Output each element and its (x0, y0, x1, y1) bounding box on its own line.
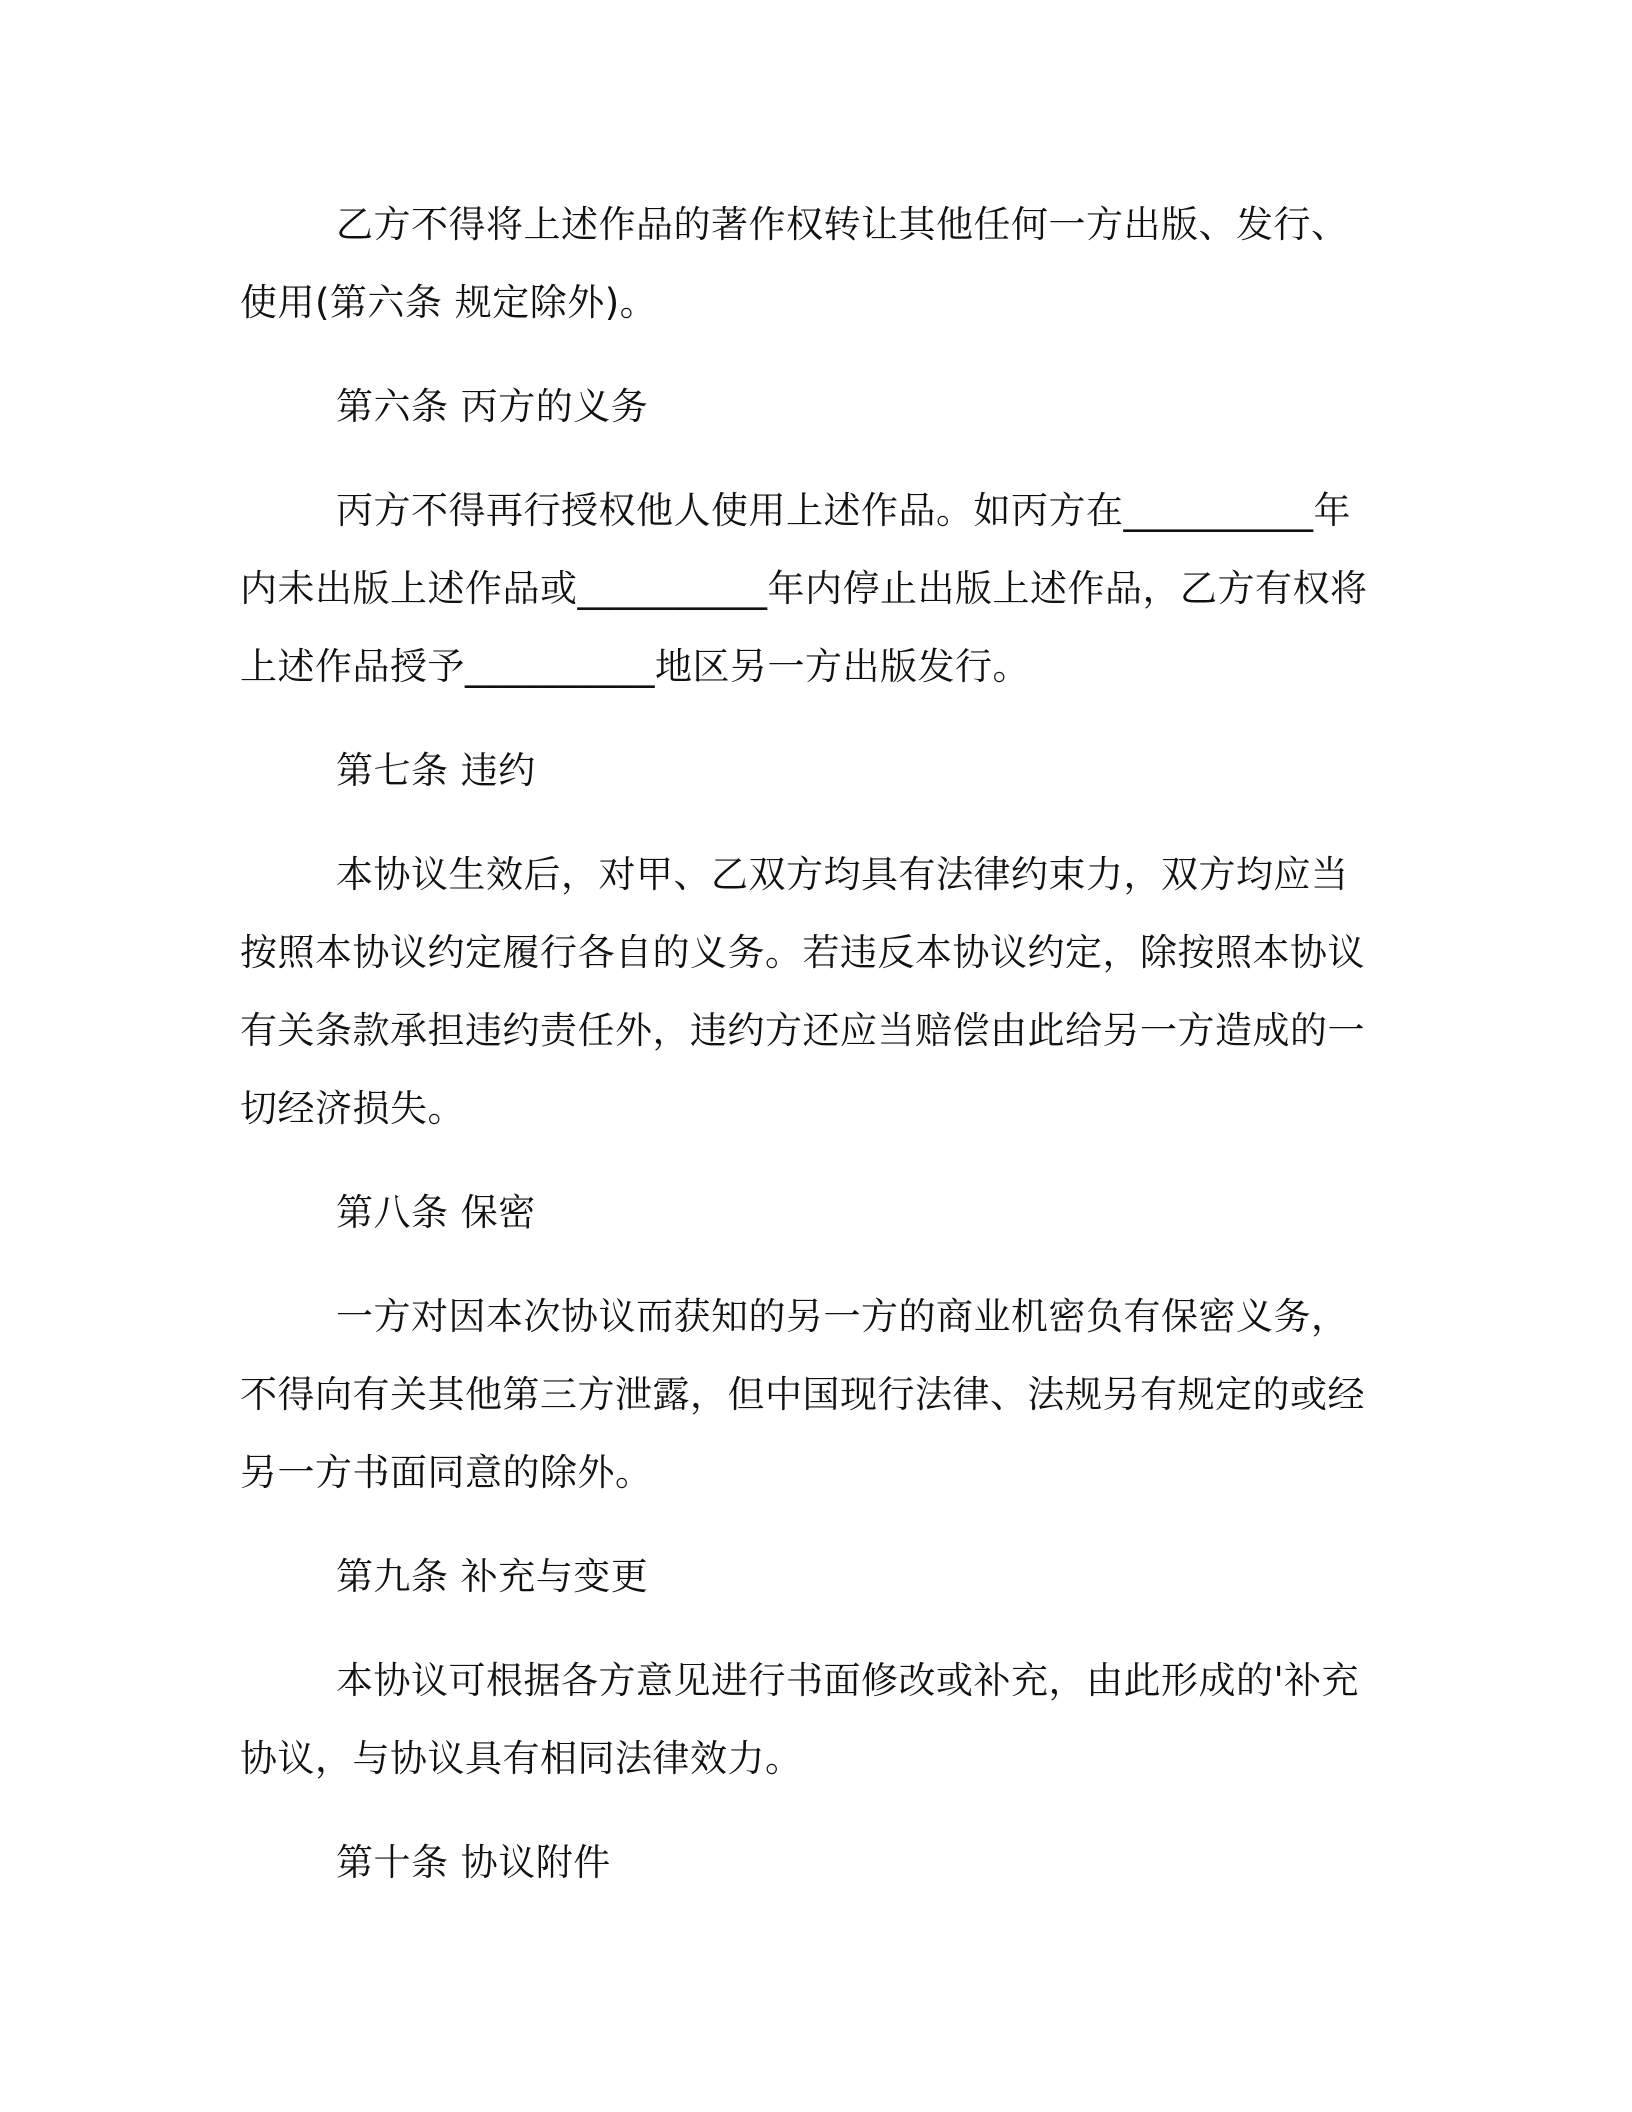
heading-article-6: 第六条 丙方的义务 (336, 385, 649, 428)
heading-article-9: 第九条 补充与变更 (336, 1555, 649, 1598)
paragraph-confidentiality: 一方对因本次协议而获知的另一方的商业机密负有保密义务，不得向有关其他第三方泄露，但中国现行法律、法规另有规定的或经另一方书面同意的除外。 (240, 1295, 1365, 1494)
paragraph-party-c-obligations: 丙方不得再行授权他人使用上述作品。如丙方在__________年内未出版上述作品或__________年内停止出版上述作品，乙方有权将上述作品授予__________地区另一方出版发行。 (240, 489, 1368, 688)
paragraph-copyright-transfer: 乙方不得将上述作品的著作权转让其他任何一方出版、发行、使用(第六条 规定除外)。 (240, 203, 1349, 324)
paragraph-supplement: 本协议可根据各方意见进行书面修改或补充，由此形成的'补充协议，与协议具有相同法律效力。 (240, 1659, 1360, 1780)
heading-article-10: 第十条 协议附件 (336, 1841, 611, 1884)
paragraph-breach: 本协议生效后，对甲、乙双方均具有法律约束力，双方均应当按照本协议约定履行各自的义务。若违反本协议约定，除按照本协议有关条款承担违约责任外，违约方还应当赔偿由此给另一方造成的一切经济损失。 (240, 853, 1365, 1130)
document-body (240, 186, 1380, 1902)
heading-article-7: 第七条 违约 (336, 749, 536, 792)
heading-article-8: 第八条 保密 (336, 1191, 536, 1234)
